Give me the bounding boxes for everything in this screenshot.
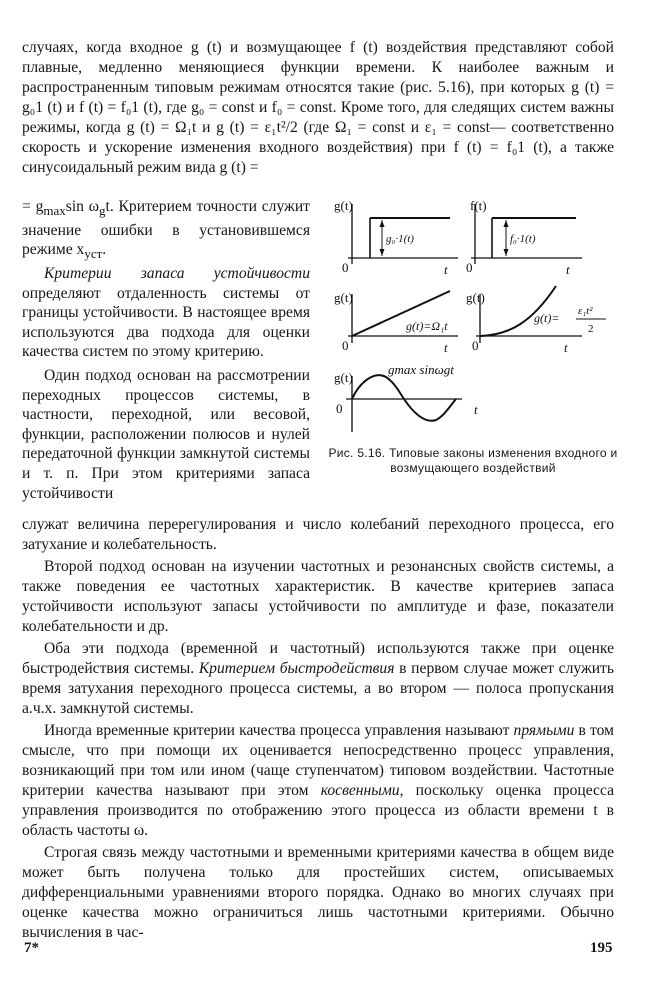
panel2-formula: f₀·1(t) bbox=[510, 233, 536, 245]
paragraph-direct-indirect: Иногда временные критерии качества процесса управления называют прямыми в том смысле, что при помощи их оценивается непосредственно процесс управления, возникающий при том или ином (чаще ступенчатом) типовом воздействии. Частотные критерии качества называют при этом косвенными, поскольку оценка процесса управления производится по отображению этого процесса из области времени t в область частоты ω. bbox=[22, 722, 615, 839]
panel2-origin: 0 bbox=[466, 260, 473, 275]
paragraph-speed-criteria: Оба эти подхода (временной и частотный) используются также при оценке быстродействия системы. Критерием быстродействия в первом случае может служить время затухания переходного процесса системы, а во втором — полоса пропускания а.ч.х. замкнутой системы. bbox=[22, 640, 614, 717]
panel4-x-label: t bbox=[564, 340, 568, 355]
panel3-formula: g(t)=Ω₁t bbox=[406, 319, 448, 333]
panel5-origin: 0 bbox=[336, 401, 343, 416]
panel5-x-label: t bbox=[474, 402, 478, 417]
panel2-y-label: f(t) bbox=[470, 198, 487, 213]
panel3-y-label: g(t) bbox=[334, 290, 353, 305]
panel2-x-label: t bbox=[566, 262, 570, 277]
paragraph-first-approach-cont: служат величина перерегулирования и число колебаний переходного процесса, его затухание и колебательность. bbox=[22, 516, 614, 553]
panel4-origin: 0 bbox=[472, 338, 479, 353]
paragraph-strict-relation: Строгая связь между частотными и временными критериями качества в общем виде может быть получена только для простейших систем, описываемых дифференциальными уравнениями второго порядка. Однако во многих случаях при оценке качества можно ограничиться лишь частотными критериями. Обычно вычисления в час- bbox=[22, 844, 614, 941]
panel1-x-label: t bbox=[444, 262, 448, 277]
top-text-block bbox=[22, 38, 614, 178]
panel3-x-label: t bbox=[444, 340, 448, 355]
page-number: 195 bbox=[590, 940, 613, 956]
column-text-block bbox=[22, 197, 310, 503]
panel4-formula-lhs: g(t)= bbox=[534, 311, 560, 325]
paragraph-first-approach: Один подход основан на рассмотрении переходных процессов системы, в частности, переходной, или весовой, функции, расположении полюсов и нулей передаточной функции замкнутой системы и т. п. При этом критериями запаса устойчивости bbox=[22, 366, 310, 502]
paragraph-second-approach: Второй подход основан на изучении частотных и резонансных свойств системы, а также поведения ее частотных характеристик. В качестве критериев запаса устойчивости используют запасы устойчивости по амплитуде и фазе, показатели колебательности и др. bbox=[22, 558, 614, 635]
bottom-text-block bbox=[22, 515, 614, 943]
panel4-formula-den: 2 bbox=[588, 323, 594, 335]
panel4-y-label: g(t) bbox=[466, 290, 485, 305]
signature-mark: 7* bbox=[24, 940, 39, 956]
figure-caption: Рис. 5.16. Типовые законы изменения входного и возмущающего воздействий bbox=[328, 446, 618, 475]
panel1-y-label: g(t) bbox=[334, 198, 353, 213]
panel5-y-label: g(t) bbox=[334, 370, 353, 385]
panel1-formula: g₀·1(t) bbox=[386, 233, 414, 245]
panel3-origin: 0 bbox=[342, 338, 349, 353]
panel4-formula-num: ε₁t² bbox=[578, 305, 593, 317]
panel5-formula: gmax sinωgt bbox=[388, 362, 454, 377]
paragraph-intro: случаях, когда входное g (t) и возмущающее f (t) воздействия представляют собой плавные, медленно меняющиеся функции времени. К наиболее важным и распространенным типовым режимам относятся такие (рис. 5.16), при которых g (t) = g₀1 (t) и f (t) = f₀1 (t), где g₀ = const и f₀ = const. Кроме того, для следящих систем важны режимы, когда g (t) = Ω₁t и g (t) = ε₁t²/2 (где Ω₁ = const и ε₁ = const— соответственно скорость и ускорение изменения входного воздействия) при f (t) = f₀1 (t), а также синусоидальный режим вида g (t) = bbox=[22, 39, 614, 176]
panel1-origin: 0 bbox=[342, 260, 349, 275]
paragraph-stability-criteria: Критерии запаса устойчивости определяют отдаленность системы от границы устойчивости. В настоящее время используются два подхода для оценки качества систем по этому критерию. bbox=[22, 265, 310, 361]
typical-laws-diagram bbox=[320, 196, 620, 446]
paragraph-accuracy: = $g_{max}\sin$ $\omega_gt$. Критерием точности служит значение ошибки в установившемся режиме $x_{уст}$. bbox=[22, 198, 310, 262]
